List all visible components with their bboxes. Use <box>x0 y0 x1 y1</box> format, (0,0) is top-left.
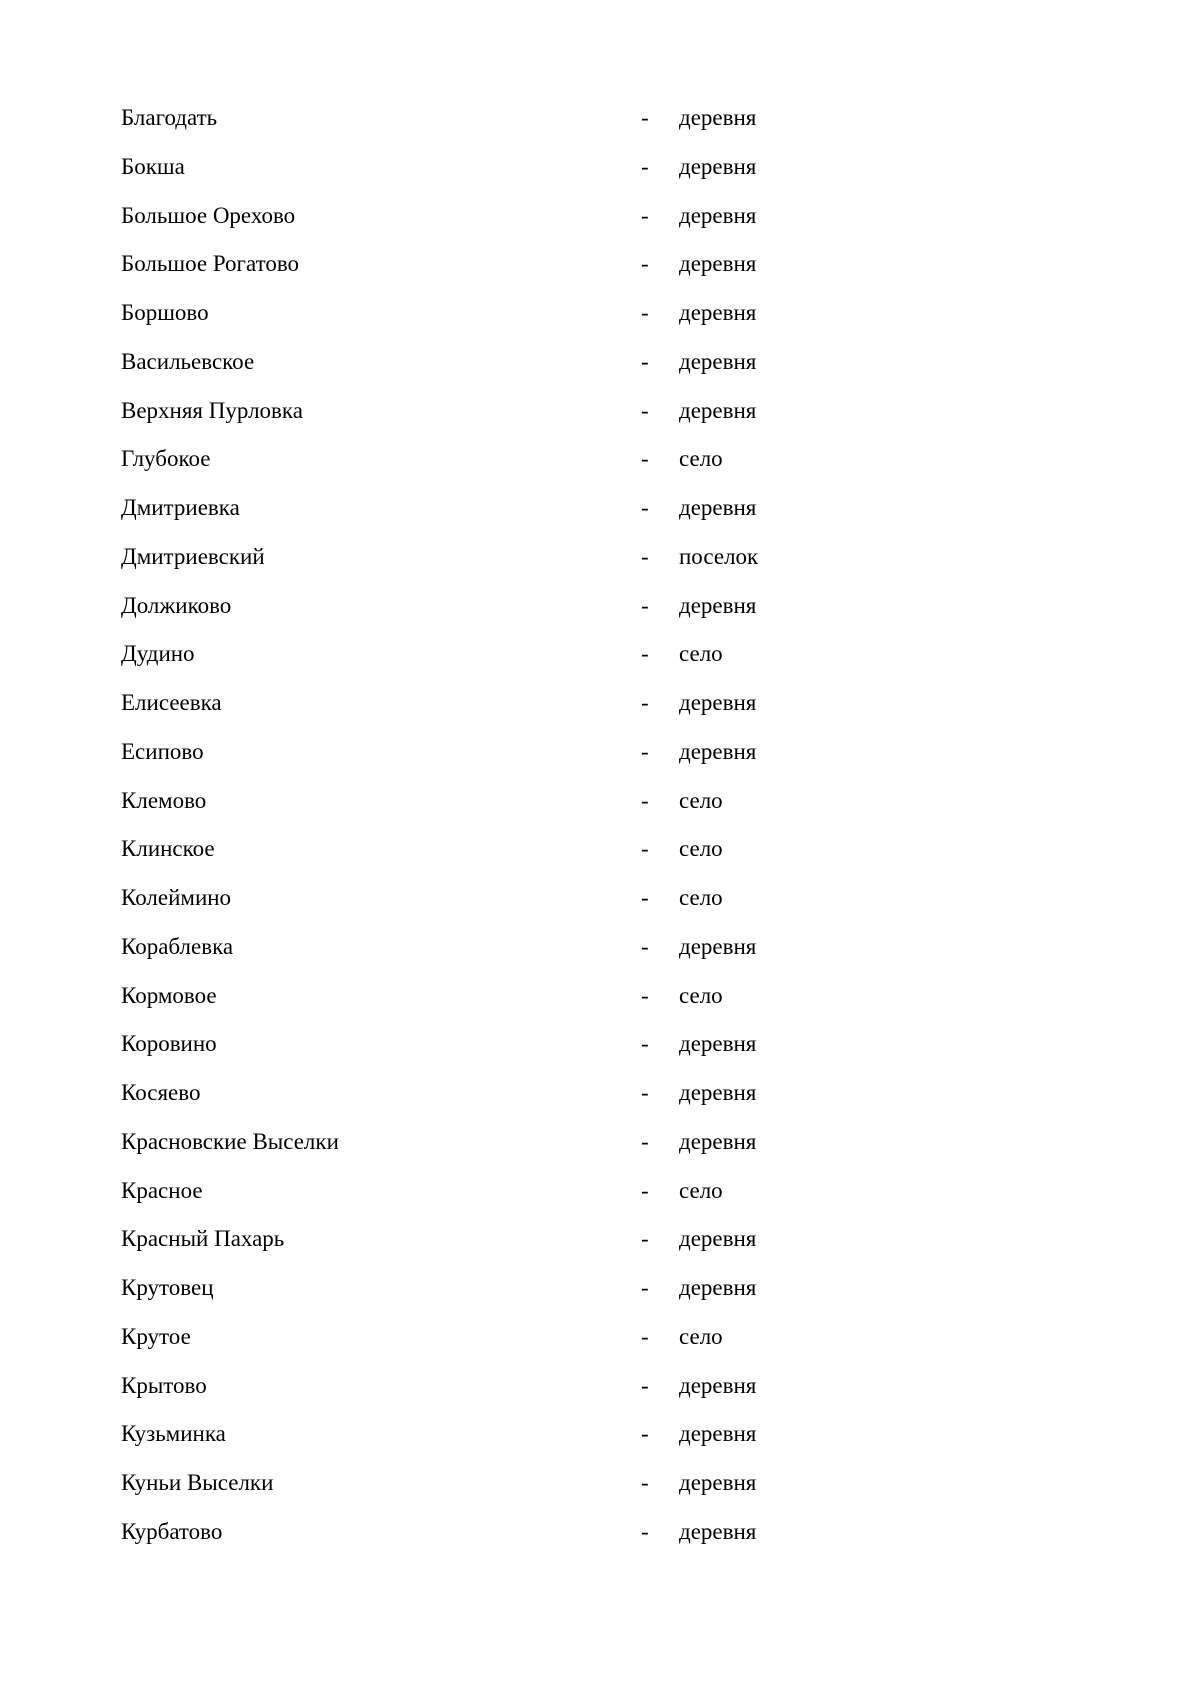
separator-dash: - <box>641 836 649 862</box>
separator-dash: - <box>641 251 649 277</box>
settlement-name: Крытово <box>121 1372 207 1398</box>
settlement-type: деревня <box>679 153 757 179</box>
settlement-type: деревня <box>679 300 757 325</box>
separator-dash: - <box>641 202 649 228</box>
settlement-name: Кормовое <box>121 982 217 1008</box>
settlement-name: Большое Орехово <box>121 202 296 228</box>
settlement-name: Дудино <box>121 641 195 667</box>
list-item <box>0 446 1200 495</box>
settlement-type: деревня <box>679 1080 757 1105</box>
list-item <box>0 836 1200 885</box>
settlement-type: деревня <box>679 202 757 228</box>
separator-dash: - <box>641 1275 649 1300</box>
settlement-name: Крутовец <box>121 1275 214 1300</box>
separator-dash: - <box>641 1470 649 1495</box>
list-item <box>0 300 1200 349</box>
settlement-name: Благодать <box>121 105 218 130</box>
settlement-name: Бокша <box>121 153 185 179</box>
settlement-name: Колеймино <box>121 885 232 910</box>
list-item <box>0 983 1200 1032</box>
list-item <box>0 1324 1200 1373</box>
settlement-name: Верхняя Пурловка <box>121 397 303 423</box>
settlement-name: Красновские Выселки <box>121 1128 339 1154</box>
separator-dash: - <box>641 982 649 1008</box>
list-item <box>0 398 1200 447</box>
settlement-type: село <box>679 982 723 1008</box>
settlement-name: Красное <box>121 1177 203 1203</box>
separator-dash: - <box>641 787 649 813</box>
separator-dash: - <box>641 348 649 374</box>
settlement-type: деревня <box>679 495 757 520</box>
settlement-type: деревня <box>679 690 757 715</box>
list-item <box>0 934 1200 983</box>
settlement-name: Дмитриевский <box>121 543 265 569</box>
settlement-name: Должиково <box>121 592 232 618</box>
list-item <box>0 1129 1200 1178</box>
separator-dash: - <box>641 1177 649 1203</box>
separator-dash: - <box>641 105 649 130</box>
separator-dash: - <box>641 1372 649 1398</box>
settlement-name: Красный Пахарь <box>121 1226 285 1252</box>
settlement-type: деревня <box>679 738 757 764</box>
settlement-name: Большое Рогатово <box>121 251 300 277</box>
list-item <box>0 641 1200 690</box>
settlement-type: деревня <box>679 1470 757 1495</box>
list-item <box>0 349 1200 398</box>
separator-dash: - <box>641 738 649 764</box>
separator-dash: - <box>641 933 649 959</box>
list-item <box>0 1178 1200 1227</box>
settlement-type: село <box>679 1177 723 1203</box>
settlement-type: деревня <box>679 251 757 277</box>
list-item <box>0 788 1200 837</box>
separator-dash: - <box>641 592 649 618</box>
separator-dash: - <box>641 1226 649 1252</box>
list-item <box>0 1373 1200 1422</box>
separator-dash: - <box>641 1518 649 1544</box>
settlement-type: деревня <box>679 1518 757 1544</box>
settlement-type: село <box>679 641 723 667</box>
list-item <box>0 105 1200 154</box>
settlement-name: Коровино <box>121 1031 217 1057</box>
separator-dash: - <box>641 153 649 179</box>
separator-dash: - <box>641 300 649 325</box>
list-item <box>0 1470 1200 1519</box>
settlement-name: Куньи Выселки <box>121 1470 274 1495</box>
settlement-name: Клинское <box>121 836 215 862</box>
list-item <box>0 544 1200 593</box>
settlement-type: деревня <box>679 592 757 618</box>
list-item <box>0 203 1200 252</box>
settlement-name: Боршово <box>121 300 209 325</box>
settlement-type: деревня <box>679 1372 757 1398</box>
list-item <box>0 1226 1200 1275</box>
settlement-name: Елисеевка <box>121 690 222 715</box>
separator-dash: - <box>641 1080 649 1105</box>
settlement-name: Глубокое <box>121 446 211 472</box>
list-item <box>0 495 1200 544</box>
settlement-type: село <box>679 446 723 472</box>
separator-dash: - <box>641 1031 649 1057</box>
settlement-type: деревня <box>679 1226 757 1252</box>
list-item <box>0 251 1200 300</box>
settlement-name: Васильевское <box>121 348 255 374</box>
settlement-type: деревня <box>679 933 757 959</box>
settlement-name: Дмитриевка <box>121 495 240 520</box>
settlement-name: Кузьминка <box>121 1421 226 1447</box>
settlement-name: Косяево <box>121 1080 201 1105</box>
settlement-name: Клемово <box>121 787 207 813</box>
separator-dash: - <box>641 446 649 472</box>
list-item <box>0 739 1200 788</box>
settlement-name: Кораблевка <box>121 933 234 959</box>
list-item <box>0 154 1200 203</box>
settlement-type: деревня <box>679 348 757 374</box>
settlement-type: деревня <box>679 105 757 130</box>
settlement-name: Крутое <box>121 1323 191 1349</box>
separator-dash: - <box>641 641 649 667</box>
settlement-type: село <box>679 836 723 862</box>
list-item <box>0 1080 1200 1129</box>
settlement-list <box>0 105 1200 1568</box>
settlement-type: деревня <box>679 397 757 423</box>
settlement-name: Курбатово <box>121 1518 223 1544</box>
separator-dash: - <box>641 495 649 520</box>
separator-dash: - <box>641 1323 649 1349</box>
settlement-type: село <box>679 1323 723 1349</box>
settlement-type: деревня <box>679 1128 757 1154</box>
separator-dash: - <box>641 690 649 715</box>
settlement-type: деревня <box>679 1421 757 1447</box>
separator-dash: - <box>641 397 649 423</box>
list-item <box>0 1031 1200 1080</box>
list-item <box>0 1421 1200 1470</box>
list-item <box>0 885 1200 934</box>
settlement-type: поселок <box>679 543 759 569</box>
list-item <box>0 1519 1200 1568</box>
separator-dash: - <box>641 1128 649 1154</box>
settlement-type: село <box>679 787 723 813</box>
separator-dash: - <box>641 543 649 569</box>
settlement-type: деревня <box>679 1031 757 1057</box>
settlement-name: Есипово <box>121 738 204 764</box>
separator-dash: - <box>641 885 649 910</box>
list-item <box>0 1275 1200 1324</box>
settlement-type: деревня <box>679 1275 757 1300</box>
settlement-type: село <box>679 885 723 910</box>
list-item <box>0 593 1200 642</box>
list-item <box>0 690 1200 739</box>
separator-dash: - <box>641 1421 649 1447</box>
